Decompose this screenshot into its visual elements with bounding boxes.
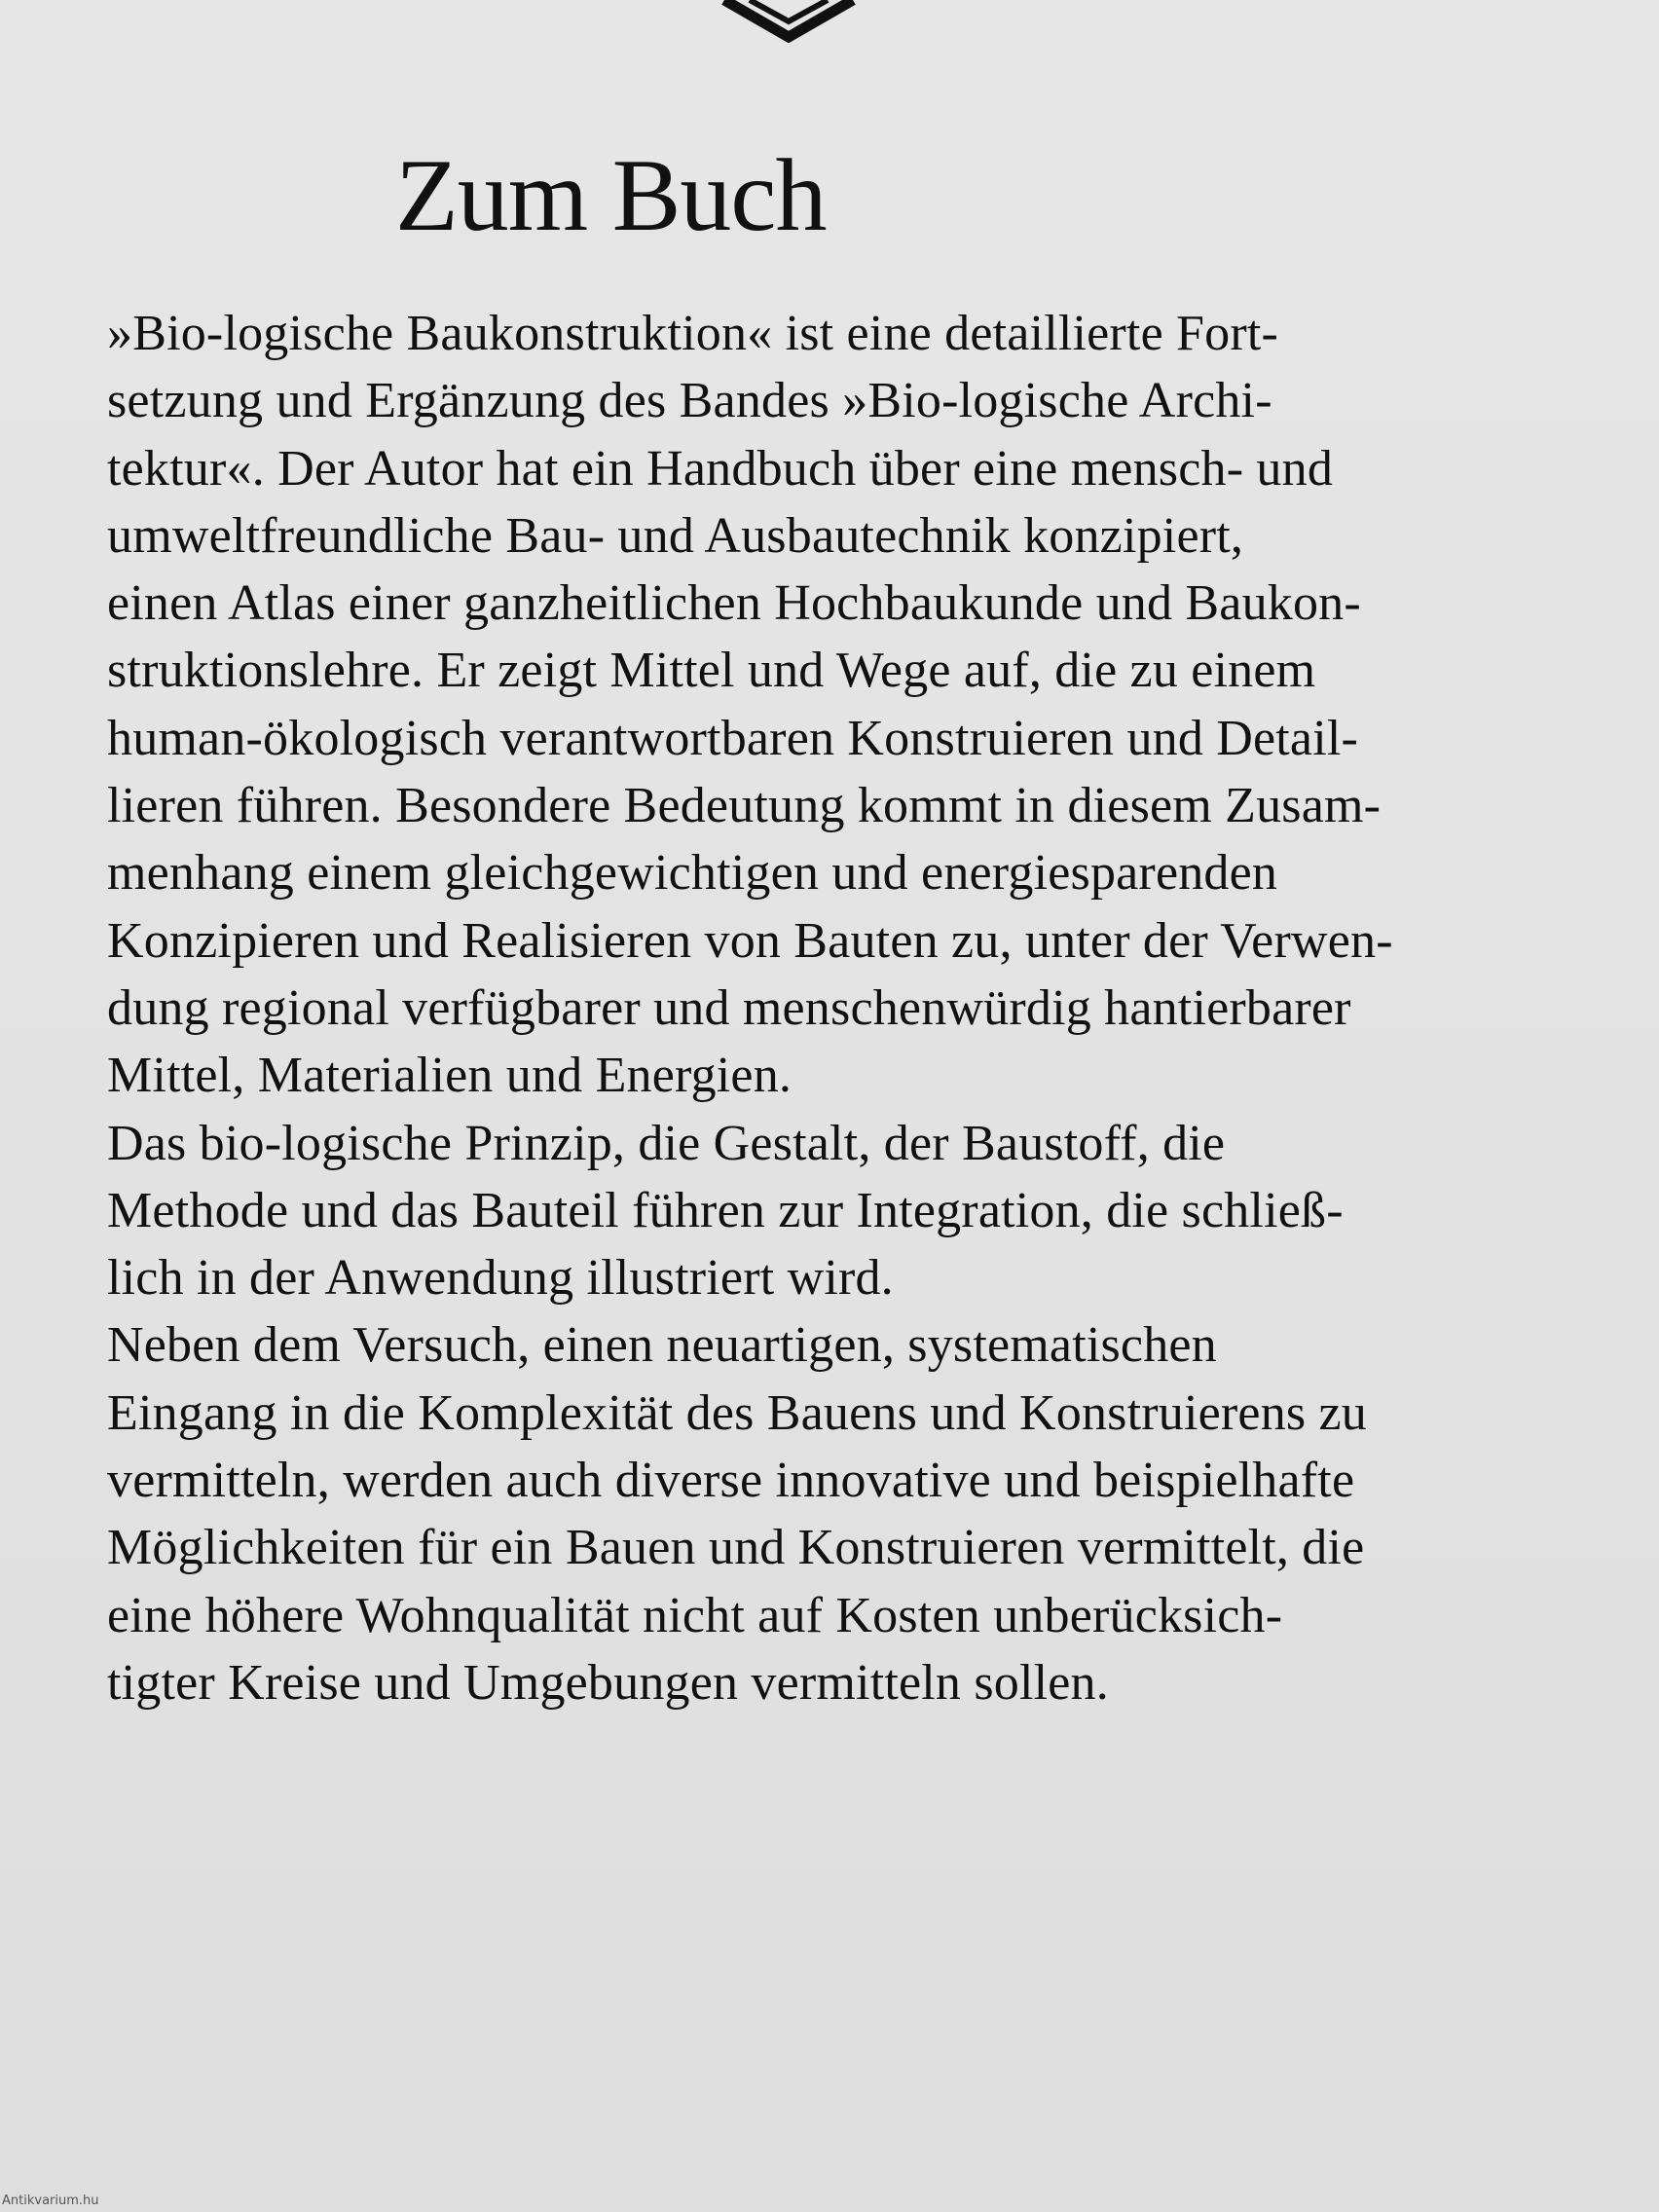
text-line: Mittel, Materialien und Energien.	[107, 1048, 793, 1104]
text-line: dung regional verfügbarer und menschenwürdig hantierbarer	[107, 979, 1351, 1036]
text-line: struktionslehre. Er zeigt Mittel und Wege auf, die zu einem	[107, 643, 1316, 699]
text-line: einen Atlas einer ganzheitlichen Hochbaukunde und Baukon-	[107, 575, 1361, 632]
text-line: Möglichkeiten für ein Bauen und Konstruieren vermittelt, die	[107, 1520, 1365, 1576]
text-line: Das bio-logische Prinzip, die Gestalt, der Baustoff, die	[107, 1115, 1226, 1171]
text-line: lieren führen. Besondere Bedeutung kommt in diesem Zusam-	[107, 778, 1382, 834]
watermark: Antikvarium.hu	[2, 2194, 99, 2208]
text-line: vermitteln, werden auch diverse innovative und beispielhafte	[107, 1453, 1355, 1509]
text-line: tektur«. Der Autor hat ein Handbuch über eine mensch- und	[107, 440, 1334, 497]
text-line: Eingang in die Komplexität des Bauens und Konstruierens zu	[107, 1384, 1368, 1441]
text-line: Neben dem Versuch, einen neuartigen, systematischen	[107, 1317, 1217, 1374]
page-title: Zum Buch	[395, 138, 827, 252]
diamond-ornament-icon	[720, 0, 857, 43]
text-line: setzung und Ergänzung des Bandes »Bio-logische Archi-	[107, 373, 1272, 429]
text-line: human-ökologisch verantwortbaren Konstruieren und Detail-	[107, 710, 1359, 766]
text-line: Konzipieren und Realisieren von Bauten zu, unter der Verwen-	[107, 912, 1393, 969]
text-line: umweltfreundliche Bau- und Ausbautechnik konzipiert,	[107, 507, 1244, 564]
body-text	[107, 300, 1587, 1716]
text-line: menhang einem gleichgewichtigen und energiesparenden	[107, 845, 1278, 902]
text-line: Methode und das Bauteil führen zur Integration, die schließ-	[107, 1182, 1344, 1238]
text-line: eine höhere Wohnqualität nicht auf Kosten unberücksich-	[107, 1587, 1283, 1643]
text-line: tigter Kreise und Umgebungen vermitteln sollen.	[107, 1654, 1109, 1711]
text-line: »Bio-logische Baukonstruktion« ist eine detaillierte Fort-	[107, 306, 1279, 361]
text-line: lich in der Anwendung illustriert wird.	[107, 1250, 894, 1307]
